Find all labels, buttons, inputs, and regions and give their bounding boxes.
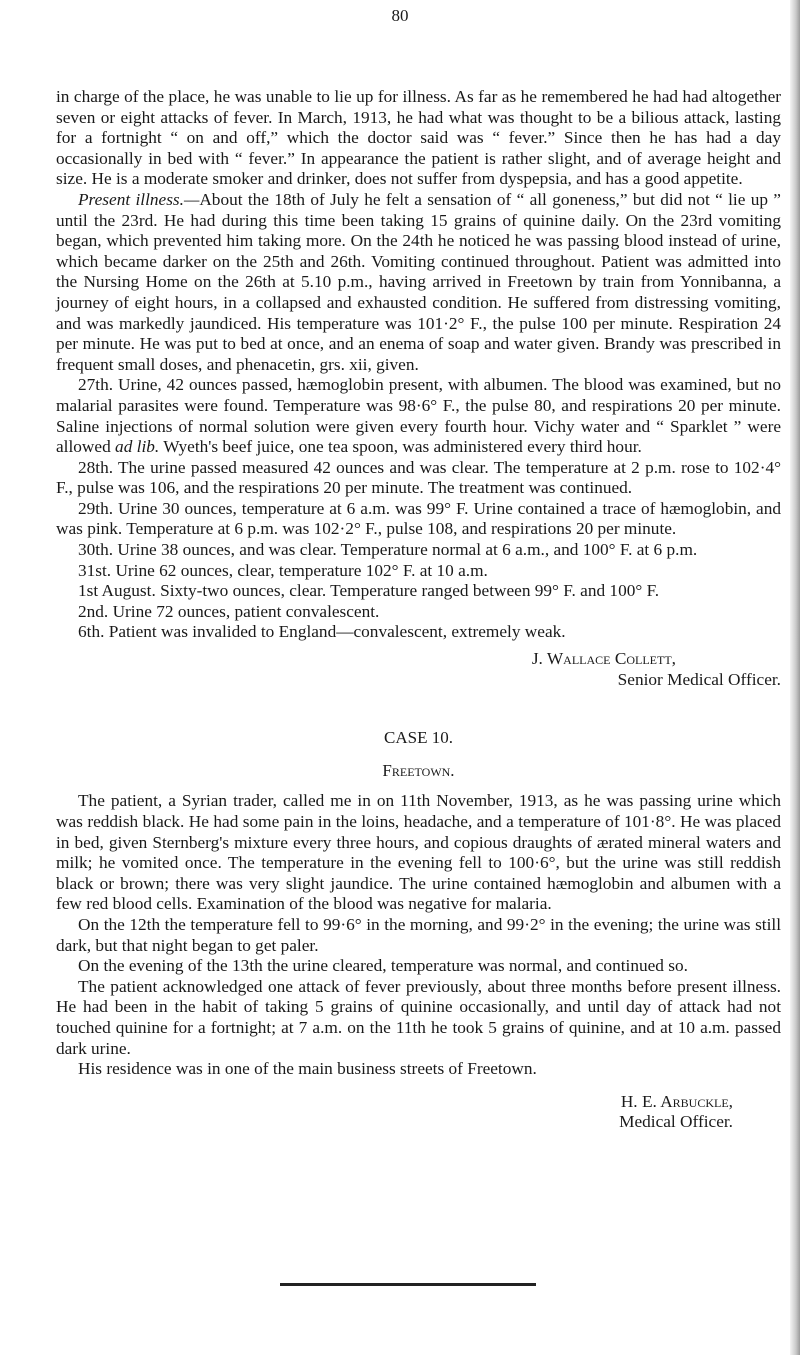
paragraph: On the 12th the temperature fell to 99·6° in the morning, and 99·2° in the evening; the urine was still dark, but that night began to get paler. <box>56 914 781 955</box>
paragraph: 29th. Urine 30 ounces, temperature at 6 a.m. was 99° F. Urine contained a trace of hæmoglobin, and was pink. Temperature at 6 p.m. was 102·2° F., pulse 108, and respirations 20 per minute. <box>56 498 781 539</box>
paragraph: His residence was in one of the main business streets of Freetown. <box>78 1059 537 1079</box>
signature-title: Medical Officer. <box>619 1112 733 1132</box>
paragraph: 30th. Urine 38 ounces, and was clear. Temperature normal at 6 a.m., and 100° F. at 6 p.m. <box>78 540 698 560</box>
case-place: Freetown. <box>382 760 455 780</box>
signature-name-text: H. E. Arbuckle, <box>620 1091 733 1111</box>
paragraph: 2nd. Urine 72 ounces, patient convalescent. <box>78 601 380 621</box>
paragraph <box>56 375 781 457</box>
present-illness-label: Present illness.— <box>78 189 200 209</box>
paragraph: 1st August. Sixty-two ounces, clear. Temperature ranged between 99° F. and 100° F. <box>78 581 660 601</box>
ad-lib: ad lib. <box>115 437 160 457</box>
signature-title: Senior Medical Officer. <box>617 669 781 689</box>
signature-name <box>56 1092 781 1113</box>
body-text <box>56 87 781 1133</box>
paragraph: The patient, a Syrian trader, called me in on 11th November, 1913, as he was passing urine which was reddish black. He had some pain in the loins, headache, and a temperature of 101·8°. He was placed in bed, given Sternberg's mixture every three hours, and copious draughts of ærated mineral waters and milk; he vomited once. The temperature in the evening fell to 100·6°, but the urine was still reddish black or brown; there was very slight jaundice. The urine contained hæmoglobin and albumen with a few red blood cells. Examination of the blood was negative for malaria. <box>56 791 781 914</box>
paragraph-text: 27th. Urine, 42 ounces passed, hæmoglobin present, with albumen. The blood was examined, but no malarial parasites were found. Temperature was 98·6° F., the pulse 80, and respirations 20 per minute. Saline injections of normal solution were given every fourth hour. Vichy water and “ Sparklet ” were allowed <box>56 375 781 457</box>
paragraph: 28th. The urine passed measured 42 ounces and was clear. The temperature at 2 p.m. rose to 102·4° F., pulse was 106, and the respirations 20 per minute. The treatment was continued. <box>56 457 781 498</box>
horizontal-rule <box>280 1283 536 1286</box>
case-heading: CASE 10. <box>384 728 453 748</box>
page-edge-shadow <box>790 0 800 1355</box>
signature-name-text: J. Wallace Collett, <box>531 649 676 669</box>
paragraph: 31st. Urine 62 ounces, clear, temperature 102° F. at 10 a.m. <box>78 560 488 580</box>
paragraph-present-illness <box>56 190 781 375</box>
paragraph-text: About the 18th of July he felt a sensation of “ all goneness,” but did not “ lie up ” until the 23rd. He had during this time been taking 15 grains of quinine daily. On the 23rd vomiting began, which prevented him taking more. On the 24th he noticed he was passing blood instead of urine, which became darker on the 25th and 26th. Vomiting continued throughout. Patient was admitted into the Nursing Home on the 26th at 5.10 p.m., having arrived in Freetown by train from Yonnibanna, a journey of eight hours, in a collapsed and exhausted condition. He suffered from distressing vomiting, and was markedly jaundiced. His temperature was 101·2° F., the pulse 100 per minute. Respiration 24 per minute. He was put to bed at once, and an enema of soap and water given. Brandy was prescribed in frequent small doses, and phenacetin, grs. xii, given. <box>56 189 781 374</box>
paragraph-text: Wyeth's beef juice, one tea spoon, was administered every third hour. <box>163 437 642 457</box>
paragraph: in charge of the place, he was unable to lie up for illness. As far as he remembered he had had altogether seven or eight attacks of fever. In March, 1913, he had what was thought to be a bilious attack, lasting for a fortnight “ on and off,” which the doctor said was “ fever.” Since then he has had a day occasionally in bed with “ fever.” In appearance the patient is rather slight, and of average height and size. He is a moderate smoker and drinker, does not suffer from dyspepsia, and has a good appetite. <box>56 87 781 189</box>
paragraph: On the evening of the 13th the urine cleared, temperature was normal, and continued so. <box>78 956 688 976</box>
page-number: 80 <box>391 6 409 25</box>
signature-name <box>56 649 781 670</box>
paragraph: The patient acknowledged one attack of fever previously, about three months before present illness. He had been in the habit of taking 5 grains of quinine occasionally, and until day of attack had not touched quinine for a fortnight; at 7 a.m. on the 11th he took 5 grains of quinine, and at 10 a.m. passed dark urine. <box>56 976 781 1058</box>
paragraph: 6th. Patient was invalided to England—convalescent, extremely weak. <box>78 622 566 642</box>
